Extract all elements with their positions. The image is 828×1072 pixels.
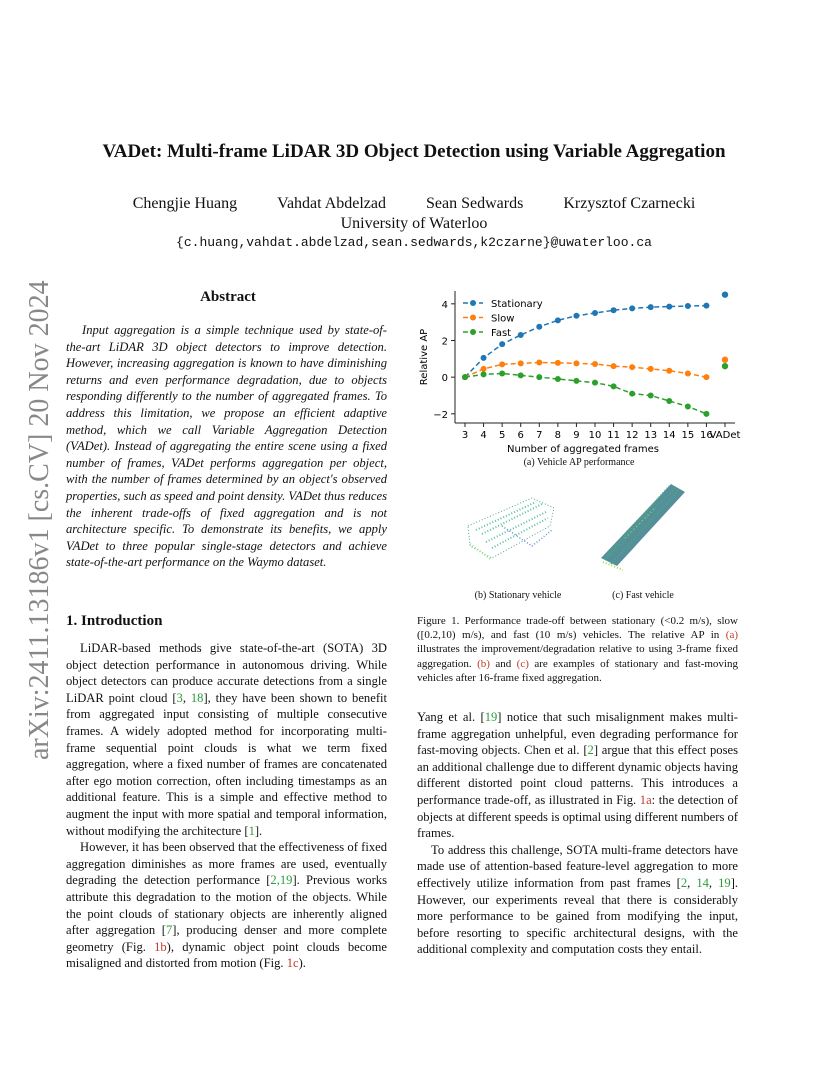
data-point-stationary bbox=[629, 305, 635, 311]
data-point-stationary bbox=[481, 355, 487, 361]
legend-marker bbox=[470, 315, 476, 321]
data-point-slow bbox=[648, 366, 654, 372]
legend-marker bbox=[470, 329, 476, 335]
author-emails: {c.huang,vahdat.abdelzad,sean.sedwards,k2czarne}@uwaterloo.ca bbox=[176, 235, 652, 250]
data-point-stationary bbox=[518, 332, 524, 338]
author: Sean Sedwards bbox=[426, 195, 524, 212]
data-point-slow bbox=[499, 361, 505, 367]
author: Chengjie Huang bbox=[132, 195, 238, 212]
data-point-fast bbox=[573, 378, 579, 384]
x-axis-label: Number of aggregated frames bbox=[507, 444, 659, 455]
x-tick-label: 10 bbox=[588, 430, 602, 441]
ap-line-chart bbox=[413, 285, 743, 460]
x-tick-label: VADet bbox=[709, 430, 741, 441]
data-point-stationary bbox=[685, 303, 691, 309]
affiliation: University of Waterloo bbox=[340, 215, 488, 232]
y-tick-label: 0 bbox=[441, 373, 448, 385]
x-tick-label: 12 bbox=[625, 430, 639, 441]
data-point-fast bbox=[666, 398, 672, 404]
data-point-fast bbox=[555, 376, 561, 382]
data-point-stationary bbox=[666, 304, 672, 310]
data-point-fast bbox=[462, 374, 468, 380]
y-tick-label: 4 bbox=[441, 299, 448, 311]
x-tick-label: 16 bbox=[700, 430, 713, 441]
data-point-slow bbox=[518, 360, 524, 366]
y-tick-label: 2 bbox=[441, 336, 448, 348]
x-tick-label: 6 bbox=[517, 430, 524, 441]
figure-ref-link[interactable]: 1b bbox=[154, 939, 167, 954]
legend-marker bbox=[470, 300, 476, 306]
data-point-fast bbox=[685, 404, 691, 410]
fast-vehicle-pointcloud-image bbox=[595, 478, 690, 573]
citation-link[interactable]: 14 bbox=[696, 875, 709, 890]
vadet-point-slow bbox=[722, 357, 728, 363]
subcaption-a: (a) Vehicle AP performance bbox=[523, 457, 635, 468]
citation-link[interactable]: 7 bbox=[166, 923, 173, 938]
data-point-slow bbox=[573, 360, 579, 366]
citation-link[interactable]: 2 bbox=[587, 743, 594, 758]
figure-1a-chart bbox=[413, 285, 743, 460]
data-point-stationary bbox=[703, 303, 709, 309]
figure-1-caption: Figure 1. Performance trade-off between stationary (<0.2 m/s), slow ([0.2,10) m/s), and fast (10 m/s) vehicles. The relative AP in (a) illustrates the improvement/degradation relative to using 3-frame fixed aggregation. (b) and (c) are examples of stationary and fast-moving vehicles after 16-frame fixed aggregation. bbox=[417, 615, 738, 684]
vadet-point-fast bbox=[722, 363, 728, 369]
figure-ref-link[interactable]: 1a bbox=[639, 792, 652, 807]
stationary-vehicle-pointcloud-image bbox=[462, 486, 562, 566]
data-point-stationary bbox=[648, 304, 654, 310]
x-tick-label: 7 bbox=[536, 430, 543, 441]
data-point-slow bbox=[555, 360, 561, 366]
y-axis-label: Relative AP bbox=[419, 328, 430, 386]
x-tick-label: 4 bbox=[480, 430, 487, 441]
paper-title: VADet: Multi-frame LiDAR 3D Object Detection using Variable Aggregation bbox=[102, 141, 726, 162]
author: Vahdat Abdelzad bbox=[277, 195, 387, 212]
subcaption-c: (c) Fast vehicle bbox=[612, 590, 674, 601]
paragraph: However, it has been observed that the effectiveness of fixed aggregation diminishes as more frames are used, eventually degrading the detection performance [2,19]. Previous works attribute this degradation to the motion of the objects. While the point clouds of stationary objects are inherently aligned after aggregation [7], producing denser and more complete geometry (Fig. 1b), dynamic object point clouds become misaligned and distorted from motion (Fig. 1c). bbox=[66, 840, 387, 971]
figure-ref-link[interactable]: (c) bbox=[516, 657, 529, 670]
data-point-slow bbox=[611, 363, 617, 369]
figure-ref-link[interactable]: (a) bbox=[725, 629, 738, 642]
citation-link[interactable]: 18 bbox=[190, 690, 204, 705]
data-point-stationary bbox=[555, 317, 561, 323]
data-point-fast bbox=[648, 393, 654, 399]
data-point-slow bbox=[536, 360, 542, 366]
data-point-fast bbox=[611, 383, 617, 389]
arxiv-id: arXiv:2411.13186v1 [cs.CV] 20 Nov 2024 bbox=[24, 280, 55, 760]
section-heading-introduction: 1. Introduction bbox=[66, 613, 163, 629]
y-tick-label: −2 bbox=[433, 409, 448, 421]
paragraph: Yang et al. [19] notice that such misalignment makes multi-frame aggregation unhelpful, even degrading performance for fast-moving objects. Chen et al. [2] argue that this effect poses an additional challenge due to different dynamic objects having different distorted point cloud patterns. This introduces a performance trade-off, as illustrated in Fig. 1a: the detection of objects at different speeds is optimal using different numbers of frames. bbox=[417, 710, 739, 841]
x-tick-label: 11 bbox=[607, 430, 620, 441]
legend-entry: Stationary bbox=[491, 299, 543, 310]
paragraph: LiDAR-based methods give state-of-the-art (SOTA) 3D object detection performance in autonomous driving. While object detectors can produce accurate detections from a single LiDAR point cloud [3, 18], they have been shown to benefit from aggregated input consisting of multiple consecutive frames. A widely adopted method for incorporating multi-frame sequential point clouds is what we term fixed aggregation, where a fixed number of frames are concatenated after ego motion correction, often including timestamps as an additional feature. This is a simple and effective method to augment the input with more spatial and temporal information, without modifying the architecture [1]. bbox=[66, 641, 388, 838]
data-point-stationary bbox=[536, 324, 542, 330]
citation-link[interactable]: 2 bbox=[680, 875, 688, 890]
x-tick-label: 14 bbox=[662, 430, 676, 441]
introduction-body bbox=[66, 640, 387, 972]
citation-link[interactable]: 2,19 bbox=[270, 873, 293, 888]
data-point-stationary bbox=[573, 313, 579, 319]
data-point-stationary bbox=[592, 310, 598, 316]
data-point-fast bbox=[629, 391, 635, 397]
citation-link[interactable]: 1 bbox=[248, 823, 255, 838]
subcaption-b: (b) Stationary vehicle bbox=[474, 590, 562, 601]
abstract-body bbox=[66, 322, 387, 571]
data-point-slow bbox=[629, 364, 635, 370]
figure-ref-link[interactable]: (b) bbox=[477, 657, 490, 670]
data-point-slow bbox=[703, 374, 709, 380]
data-point-fast bbox=[518, 372, 524, 378]
abstract-heading: Abstract bbox=[200, 289, 256, 305]
data-point-fast bbox=[499, 371, 505, 377]
x-tick-label: 13 bbox=[644, 430, 658, 441]
author: Krzysztof Czarnecki bbox=[563, 195, 696, 212]
abstract-text: Input aggregation is a simple technique used by state-of-the-art LiDAR 3D object detectors to improve detection. However, increasing aggregation is known to have diminishing returns and even performance degradation, due to objects responding differently to the number of aggregated frames. To address this limitation, we propose an efficient adaptive method, which we call Variable Aggregation Detection (VADet). Instead of aggregating the entire scene using a fixed number of frames, VADet performs aggregation per object, with the number of frames determined by an object's observed properties, such as speed and point density. VADet thus reduces the inherent trade-offs of fixed aggregation and is not architecture specific. To demonstrate its benefits, we apply VADet to three popular single-stage detectors and achieve state-of-the-art performance on the Waymo dataset. bbox=[66, 323, 387, 570]
data-point-stationary bbox=[611, 307, 617, 313]
data-point-fast bbox=[592, 380, 598, 386]
legend-entry: Fast bbox=[491, 328, 512, 339]
data-point-slow bbox=[481, 366, 487, 372]
data-point-slow bbox=[592, 361, 598, 367]
vadet-point-stationary bbox=[722, 291, 728, 297]
right-column-body bbox=[417, 709, 738, 958]
x-tick-label: 8 bbox=[554, 430, 562, 441]
paragraph: To address this challenge, SOTA multi-frame detectors have made use of attention-based feature-level aggregation to more effectively utilize information from past frames [2, 14, 19]. However, our experiments reveal that there is considerably more performance to be gained from modifying the input, before resorting to specific architectural designs, with the additional complexity and computation costs they entail. bbox=[417, 842, 739, 957]
legend-entry: Slow bbox=[491, 313, 515, 325]
x-tick-label: 15 bbox=[681, 430, 695, 441]
x-tick-label: 5 bbox=[498, 430, 506, 441]
arxiv-stamp bbox=[22, 280, 55, 760]
data-point-slow bbox=[666, 368, 672, 374]
series-line-fast bbox=[465, 374, 706, 414]
citation-link[interactable]: 19 bbox=[718, 875, 731, 890]
author-list bbox=[0, 195, 828, 213]
data-point-stationary bbox=[499, 341, 505, 347]
figure-ref-link[interactable]: 1c bbox=[286, 956, 299, 971]
x-tick-label: 9 bbox=[573, 430, 580, 441]
data-point-fast bbox=[703, 411, 709, 417]
x-tick-label: 3 bbox=[461, 430, 469, 441]
data-point-slow bbox=[685, 371, 691, 377]
citation-link[interactable]: 3 bbox=[176, 690, 183, 705]
data-point-fast bbox=[536, 374, 542, 380]
citation-link[interactable]: 19 bbox=[484, 710, 498, 724]
data-point-fast bbox=[481, 371, 487, 377]
